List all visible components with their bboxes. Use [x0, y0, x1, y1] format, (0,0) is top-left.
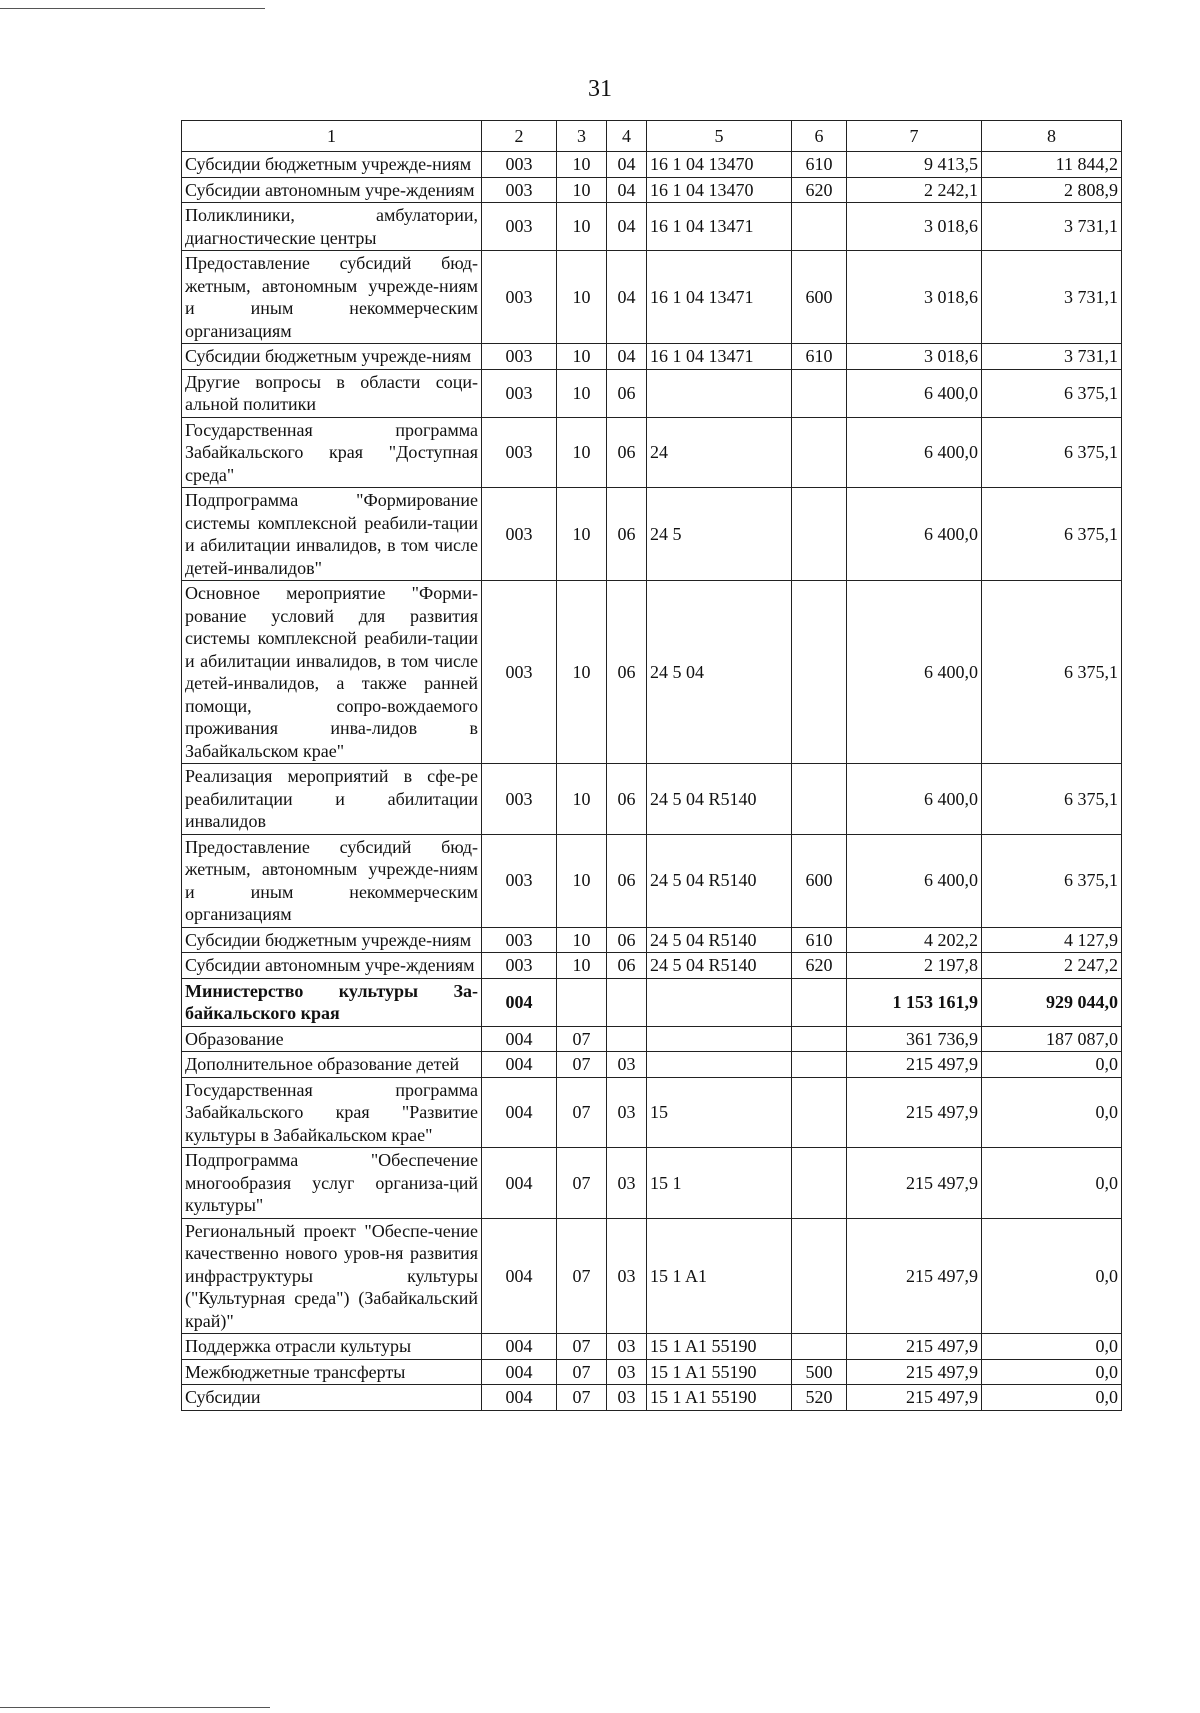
cell-col-6: 500 — [792, 1359, 847, 1385]
cell-col-2: 004 — [482, 1359, 557, 1385]
cell-col-6 — [792, 1148, 847, 1219]
cell-col-5: 24 5 04 R5140 — [647, 953, 792, 979]
cell-col-2: 004 — [482, 1218, 557, 1334]
cell-name: Субсидии автономным учре-ждениям — [182, 953, 482, 979]
cell-col-8: 2 808,9 — [982, 177, 1122, 203]
cell-name: Субсидии бюджетным учрежде-ниям — [182, 152, 482, 178]
cell-col-4: 06 — [607, 834, 647, 927]
cell-col-5 — [647, 1026, 792, 1052]
cell-col-4: 04 — [607, 152, 647, 178]
cell-col-4: 04 — [607, 251, 647, 344]
cell-col-4: 04 — [607, 203, 647, 251]
cell-col-8: 6 375,1 — [982, 369, 1122, 417]
cell-name: Дополнительное образование детей — [182, 1052, 482, 1078]
table-row — [182, 1218, 1122, 1334]
cell-col-8: 0,0 — [982, 1052, 1122, 1078]
cell-col-6 — [792, 417, 847, 488]
cell-col-5: 15 1 A1 55190 — [647, 1334, 792, 1360]
cell-col-6 — [792, 764, 847, 835]
cell-col-8: 0,0 — [982, 1148, 1122, 1219]
cell-col-2: 003 — [482, 152, 557, 178]
table-row — [182, 417, 1122, 488]
cell-col-4: 06 — [607, 764, 647, 835]
cell-col-2: 004 — [482, 1077, 557, 1148]
cell-col-2: 003 — [482, 203, 557, 251]
column-header: 7 — [847, 121, 982, 152]
cell-name: Предоставление субсидий бюд-жетным, автономным учрежде-ниям и иным некоммерческим организациям — [182, 834, 482, 927]
cell-col-6 — [792, 1052, 847, 1078]
column-header: 2 — [482, 121, 557, 152]
cell-col-7: 2 197,8 — [847, 953, 982, 979]
cell-col-3: 10 — [557, 927, 607, 953]
cell-col-3: 07 — [557, 1359, 607, 1385]
table-row — [182, 203, 1122, 251]
cell-col-3: 10 — [557, 488, 607, 581]
cell-col-4: 03 — [607, 1334, 647, 1360]
cell-col-3: 07 — [557, 1334, 607, 1360]
cell-col-2: 004 — [482, 1385, 557, 1411]
cell-col-5 — [647, 1052, 792, 1078]
cell-col-8: 2 247,2 — [982, 953, 1122, 979]
cell-col-6: 610 — [792, 344, 847, 370]
cell-col-2: 003 — [482, 488, 557, 581]
cell-name: Межбюджетные трансферты — [182, 1359, 482, 1385]
cell-col-3: 10 — [557, 581, 607, 764]
cell-col-8: 0,0 — [982, 1077, 1122, 1148]
cell-name: Субсидии автономным учре-ждениям — [182, 177, 482, 203]
cell-name: Другие вопросы в области соци-альной политики — [182, 369, 482, 417]
cell-name: Подпрограмма "Обеспечение многообразия услуг организа-ций культуры" — [182, 1148, 482, 1219]
cell-col-5: 24 — [647, 417, 792, 488]
cell-col-4: 03 — [607, 1148, 647, 1219]
cell-col-3: 07 — [557, 1026, 607, 1052]
cell-col-7: 6 400,0 — [847, 417, 982, 488]
cell-col-5: 24 5 04 R5140 — [647, 927, 792, 953]
table-row — [182, 953, 1122, 979]
cell-name: Поликлиники, амбулатории, диагностические центры — [182, 203, 482, 251]
table-row — [182, 1052, 1122, 1078]
cell-col-6 — [792, 1026, 847, 1052]
column-header: 5 — [647, 121, 792, 152]
cell-col-5: 15 1 — [647, 1148, 792, 1219]
cell-col-7: 215 497,9 — [847, 1334, 982, 1360]
cell-col-6: 620 — [792, 953, 847, 979]
cell-col-4: 04 — [607, 177, 647, 203]
cell-col-6: 600 — [792, 834, 847, 927]
cell-col-6: 610 — [792, 152, 847, 178]
cell-col-7: 215 497,9 — [847, 1148, 982, 1219]
table-row — [182, 1385, 1122, 1411]
cell-col-2: 003 — [482, 953, 557, 979]
cell-col-7: 2 242,1 — [847, 177, 982, 203]
cell-col-2: 004 — [482, 1026, 557, 1052]
cell-col-5: 24 5 04 — [647, 581, 792, 764]
cell-col-8: 3 731,1 — [982, 251, 1122, 344]
table-row — [182, 1026, 1122, 1052]
cell-name: Подпрограмма "Формирование системы комплексной реабили-тации и абилитации инвалидов, в том числе детей-инвалидов" — [182, 488, 482, 581]
cell-name: Государственная программа Забайкальского края "Доступная среда" — [182, 417, 482, 488]
cell-col-4: 06 — [607, 417, 647, 488]
cell-col-7: 6 400,0 — [847, 834, 982, 927]
cell-col-8: 6 375,1 — [982, 417, 1122, 488]
cell-col-2: 003 — [482, 369, 557, 417]
cell-col-4: 06 — [607, 581, 647, 764]
table-row — [182, 1077, 1122, 1148]
cell-col-5: 15 1 A1 55190 — [647, 1359, 792, 1385]
table-row — [182, 488, 1122, 581]
cell-col-3: 10 — [557, 834, 607, 927]
cell-col-6 — [792, 978, 847, 1026]
cell-col-3: 07 — [557, 1218, 607, 1334]
cell-col-3: 10 — [557, 177, 607, 203]
table-row — [182, 251, 1122, 344]
column-header: 1 — [182, 121, 482, 152]
cell-name: Субсидии — [182, 1385, 482, 1411]
cell-col-6 — [792, 1334, 847, 1360]
cell-col-7: 3 018,6 — [847, 203, 982, 251]
cell-col-8: 0,0 — [982, 1218, 1122, 1334]
cell-col-3: 10 — [557, 203, 607, 251]
cell-col-8: 11 844,2 — [982, 152, 1122, 178]
cell-col-7: 215 497,9 — [847, 1359, 982, 1385]
cell-col-5: 15 1 A1 55190 — [647, 1385, 792, 1411]
cell-col-7: 6 400,0 — [847, 764, 982, 835]
cell-col-2: 003 — [482, 417, 557, 488]
cell-col-7: 215 497,9 — [847, 1385, 982, 1411]
cell-col-3: 07 — [557, 1385, 607, 1411]
cell-col-4: 06 — [607, 927, 647, 953]
table-row — [182, 177, 1122, 203]
cell-col-6 — [792, 369, 847, 417]
page-number: 31 — [588, 76, 612, 102]
cell-col-8: 0,0 — [982, 1359, 1122, 1385]
cell-col-7: 6 400,0 — [847, 581, 982, 764]
cell-col-8: 6 375,1 — [982, 834, 1122, 927]
scan-line-top — [0, 8, 265, 9]
cell-name: Субсидии бюджетным учрежде-ниям — [182, 927, 482, 953]
cell-name: Образование — [182, 1026, 482, 1052]
cell-col-5: 16 1 04 13470 — [647, 177, 792, 203]
column-header: 8 — [982, 121, 1122, 152]
cell-name: Предоставление субсидий бюд-жетным, автономным учрежде-ниям и иным некоммерческим организациям — [182, 251, 482, 344]
column-header: 3 — [557, 121, 607, 152]
cell-col-5 — [647, 978, 792, 1026]
cell-col-6 — [792, 1218, 847, 1334]
cell-col-8: 0,0 — [982, 1385, 1122, 1411]
cell-col-3: 07 — [557, 1148, 607, 1219]
cell-col-2: 004 — [482, 978, 557, 1026]
cell-col-8: 6 375,1 — [982, 488, 1122, 581]
cell-col-4: 03 — [607, 1359, 647, 1385]
cell-col-2: 003 — [482, 764, 557, 835]
cell-col-6 — [792, 203, 847, 251]
budget-table — [181, 120, 1122, 1411]
table-row — [182, 369, 1122, 417]
cell-col-7: 6 400,0 — [847, 369, 982, 417]
cell-col-4: 03 — [607, 1052, 647, 1078]
cell-col-7: 215 497,9 — [847, 1077, 982, 1148]
cell-col-8: 187 087,0 — [982, 1026, 1122, 1052]
cell-col-3 — [557, 978, 607, 1026]
cell-col-5: 24 5 04 R5140 — [647, 764, 792, 835]
cell-col-7: 1 153 161,9 — [847, 978, 982, 1026]
cell-col-2: 004 — [482, 1334, 557, 1360]
cell-col-8: 0,0 — [982, 1334, 1122, 1360]
cell-col-7: 361 736,9 — [847, 1026, 982, 1052]
cell-col-6 — [792, 488, 847, 581]
table-row — [182, 344, 1122, 370]
cell-col-7: 3 018,6 — [847, 344, 982, 370]
table-row — [182, 152, 1122, 178]
cell-col-4: 06 — [607, 953, 647, 979]
cell-col-4: 06 — [607, 488, 647, 581]
cell-col-6 — [792, 1077, 847, 1148]
table-row — [182, 978, 1122, 1026]
scan-line-bottom — [0, 1707, 270, 1708]
table-row — [182, 1148, 1122, 1219]
cell-col-6: 610 — [792, 927, 847, 953]
cell-col-5 — [647, 369, 792, 417]
cell-col-5: 24 5 — [647, 488, 792, 581]
column-header: 4 — [607, 121, 647, 152]
column-header: 6 — [792, 121, 847, 152]
cell-col-7: 215 497,9 — [847, 1052, 982, 1078]
cell-col-2: 003 — [482, 581, 557, 764]
table-row — [182, 1359, 1122, 1385]
cell-col-3: 10 — [557, 953, 607, 979]
cell-col-5: 16 1 04 13470 — [647, 152, 792, 178]
cell-col-5: 24 5 04 R5140 — [647, 834, 792, 927]
cell-col-7: 9 413,5 — [847, 152, 982, 178]
cell-col-2: 003 — [482, 177, 557, 203]
cell-col-8: 3 731,1 — [982, 203, 1122, 251]
cell-col-3: 10 — [557, 251, 607, 344]
cell-col-3: 10 — [557, 152, 607, 178]
cell-col-2: 004 — [482, 1052, 557, 1078]
table-row — [182, 1334, 1122, 1360]
cell-col-6: 520 — [792, 1385, 847, 1411]
cell-col-3: 10 — [557, 344, 607, 370]
cell-col-8: 6 375,1 — [982, 764, 1122, 835]
table-row — [182, 834, 1122, 927]
cell-col-2: 003 — [482, 344, 557, 370]
cell-col-7: 3 018,6 — [847, 251, 982, 344]
table-row — [182, 764, 1122, 835]
cell-col-7: 4 202,2 — [847, 927, 982, 953]
cell-col-3: 10 — [557, 369, 607, 417]
cell-name: Министерство культуры За-байкальского края — [182, 978, 482, 1026]
cell-col-7: 6 400,0 — [847, 488, 982, 581]
cell-col-3: 07 — [557, 1077, 607, 1148]
table-row — [182, 927, 1122, 953]
cell-col-8: 4 127,9 — [982, 927, 1122, 953]
cell-col-4: 03 — [607, 1385, 647, 1411]
cell-col-4: 06 — [607, 369, 647, 417]
cell-col-2: 003 — [482, 927, 557, 953]
cell-col-4 — [607, 1026, 647, 1052]
cell-name: Региональный проект "Обеспе-чение качественно нового уров-ня развития инфраструктуры культуры ("Культурная среда") (Забайкальский край)" — [182, 1218, 482, 1334]
cell-col-4: 04 — [607, 344, 647, 370]
cell-col-5: 15 1 A1 — [647, 1218, 792, 1334]
cell-col-3: 10 — [557, 417, 607, 488]
cell-col-4: 03 — [607, 1077, 647, 1148]
cell-col-3: 07 — [557, 1052, 607, 1078]
cell-col-6: 600 — [792, 251, 847, 344]
cell-col-5: 16 1 04 13471 — [647, 251, 792, 344]
cell-col-2: 003 — [482, 834, 557, 927]
cell-col-3: 10 — [557, 764, 607, 835]
cell-name: Реализация мероприятий в сфе-ре реабилитации и абилитации инвалидов — [182, 764, 482, 835]
cell-name: Основное мероприятие "Форми-рование условий для развития системы комплексной реабили-тации и абилитации инвалидов, в том числе детей-инвалидов, а также ранней помощи, сопро-вождаемого проживания инва-лидов в Забайкальском крае" — [182, 581, 482, 764]
cell-col-5: 16 1 04 13471 — [647, 203, 792, 251]
cell-name: Субсидии бюджетным учрежде-ниям — [182, 344, 482, 370]
cell-col-7: 215 497,9 — [847, 1218, 982, 1334]
cell-col-8: 6 375,1 — [982, 581, 1122, 764]
cell-col-6 — [792, 581, 847, 764]
cell-name: Поддержка отрасли культуры — [182, 1334, 482, 1360]
cell-col-6: 620 — [792, 177, 847, 203]
table-row — [182, 581, 1122, 764]
cell-col-4 — [607, 978, 647, 1026]
cell-col-5: 16 1 04 13471 — [647, 344, 792, 370]
cell-col-4: 03 — [607, 1218, 647, 1334]
cell-col-8: 3 731,1 — [982, 344, 1122, 370]
cell-col-2: 003 — [482, 251, 557, 344]
table-header-row — [182, 121, 1122, 152]
cell-col-5: 15 — [647, 1077, 792, 1148]
cell-col-8: 929 044,0 — [982, 978, 1122, 1026]
cell-col-2: 004 — [482, 1148, 557, 1219]
cell-name: Государственная программа Забайкальского края "Развитие культуры в Забайкальском крае" — [182, 1077, 482, 1148]
